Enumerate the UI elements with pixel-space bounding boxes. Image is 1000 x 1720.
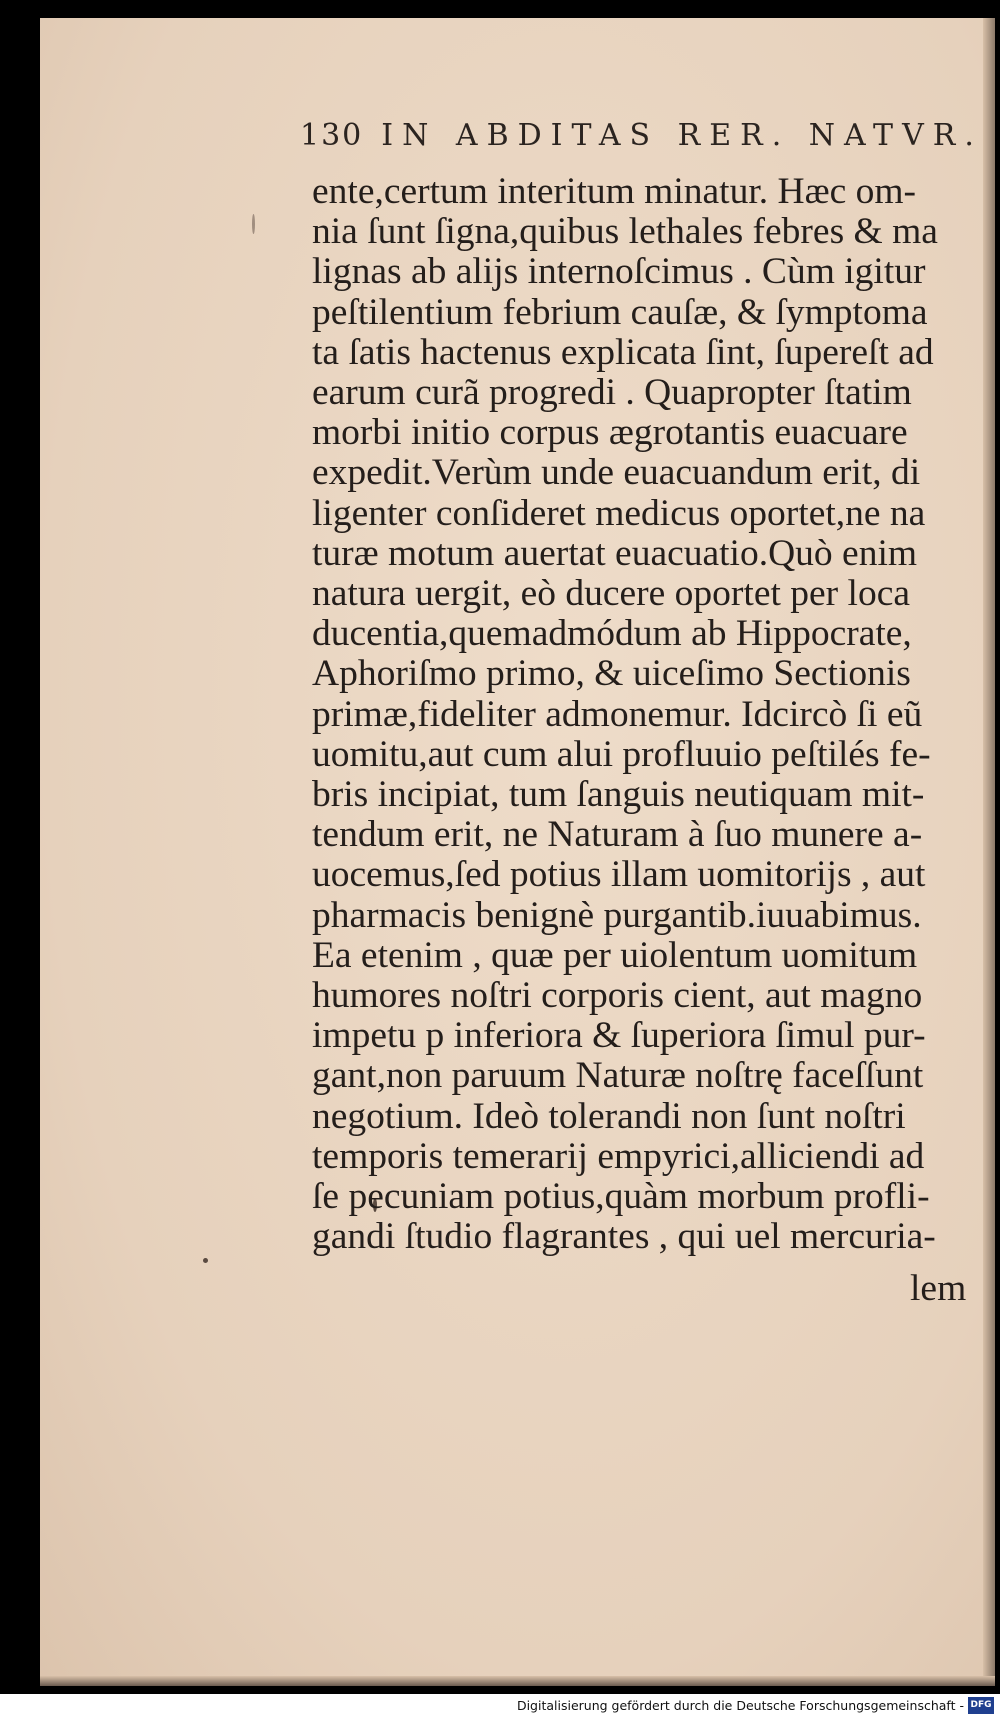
text-line: uomitu,aut cum alui profluuio peſtilés fe-	[312, 733, 931, 775]
text-line: ta ſatis hactenus explicata ſint, ſupereſt ad	[312, 331, 934, 373]
text-line: tendum erit, ne Naturam à ſuo munere a-	[312, 814, 923, 856]
text-line: expedit.Verùm unde euacuandum erit, di	[312, 452, 921, 494]
text-line: pharmacis benignè purgantib.iuuabimus.	[312, 894, 922, 936]
paper-speck	[203, 1258, 208, 1263]
running-head	[300, 118, 983, 153]
text-line: ducentia,quemadmódum ab Hippocrate,	[312, 613, 912, 655]
page-edge-right	[983, 18, 995, 1686]
text-line: gandi ſtudio flagrantes , qui uel mercuria-	[312, 1216, 936, 1258]
body-text	[312, 172, 972, 1257]
page-edge-bottom	[40, 1676, 995, 1686]
text-line: nia ſunt ſigna,quibus lethales febres & ma	[312, 211, 938, 253]
text-line: primæ,fideliter admonemur. Idcircò ſi eũ	[312, 693, 923, 735]
text-line: peſtilentium febrium cauſæ, & ſymptoma	[312, 291, 928, 333]
text-line: negotium. Ideò tolerandi non ſunt noſtri	[312, 1095, 906, 1137]
text-line: ſe pecuniam potius,quàm morbum profli-	[312, 1176, 930, 1218]
text-line: impetu p inferiora & ſuperiora ſimul pur-	[312, 1015, 926, 1057]
text-line: ente,certum interitum minatur. Hæc om-	[312, 171, 917, 212]
paper-speck	[252, 214, 255, 234]
text-line: turæ motum auertat euacuatio.Quò enim	[312, 532, 918, 574]
text-line: lignas ab alijs internoſcimus . Cùm igitur	[312, 251, 926, 293]
text-line: earum curã progredi . Quapropter ſtatim	[312, 372, 912, 414]
dfg-logo-icon: DFG	[968, 1697, 994, 1714]
text-line: temporis temerarij empyrici,alliciendi ad	[312, 1135, 925, 1177]
text-line: humores noſtri corporis cient, aut magno	[312, 975, 923, 1017]
text-line: natura uergit, eò ducere oportet per loca	[312, 573, 910, 615]
funding-credit: Digitalisierung gefördert durch die Deutsche Forschungsgemeinschaft -	[516, 1698, 964, 1713]
text-line: ligenter conſideret medicus oportet,ne na	[312, 492, 926, 534]
text-line: Ea etenim , quæ per uiolentum uomitum	[312, 934, 918, 976]
footer-bar	[0, 1694, 1000, 1720]
running-title: IN ABDITAS RER. NATVR.	[381, 118, 983, 153]
page-number: 130	[300, 118, 364, 153]
text-line: Aphoriſmo primo, & uiceſimo Sectionis	[312, 653, 911, 695]
text-line: gant,non paruum Naturæ noſtrę faceſſunt	[312, 1055, 924, 1097]
text-line: bris incipiat, tum ſanguis neutiquam mit-	[312, 774, 925, 816]
text-line: uocemus,ſed potius illam uomitorijs , aut	[312, 854, 926, 896]
text-line: morbi initio corpus ægrotantis euacuare	[312, 412, 908, 454]
catchword: lem	[910, 1268, 967, 1309]
